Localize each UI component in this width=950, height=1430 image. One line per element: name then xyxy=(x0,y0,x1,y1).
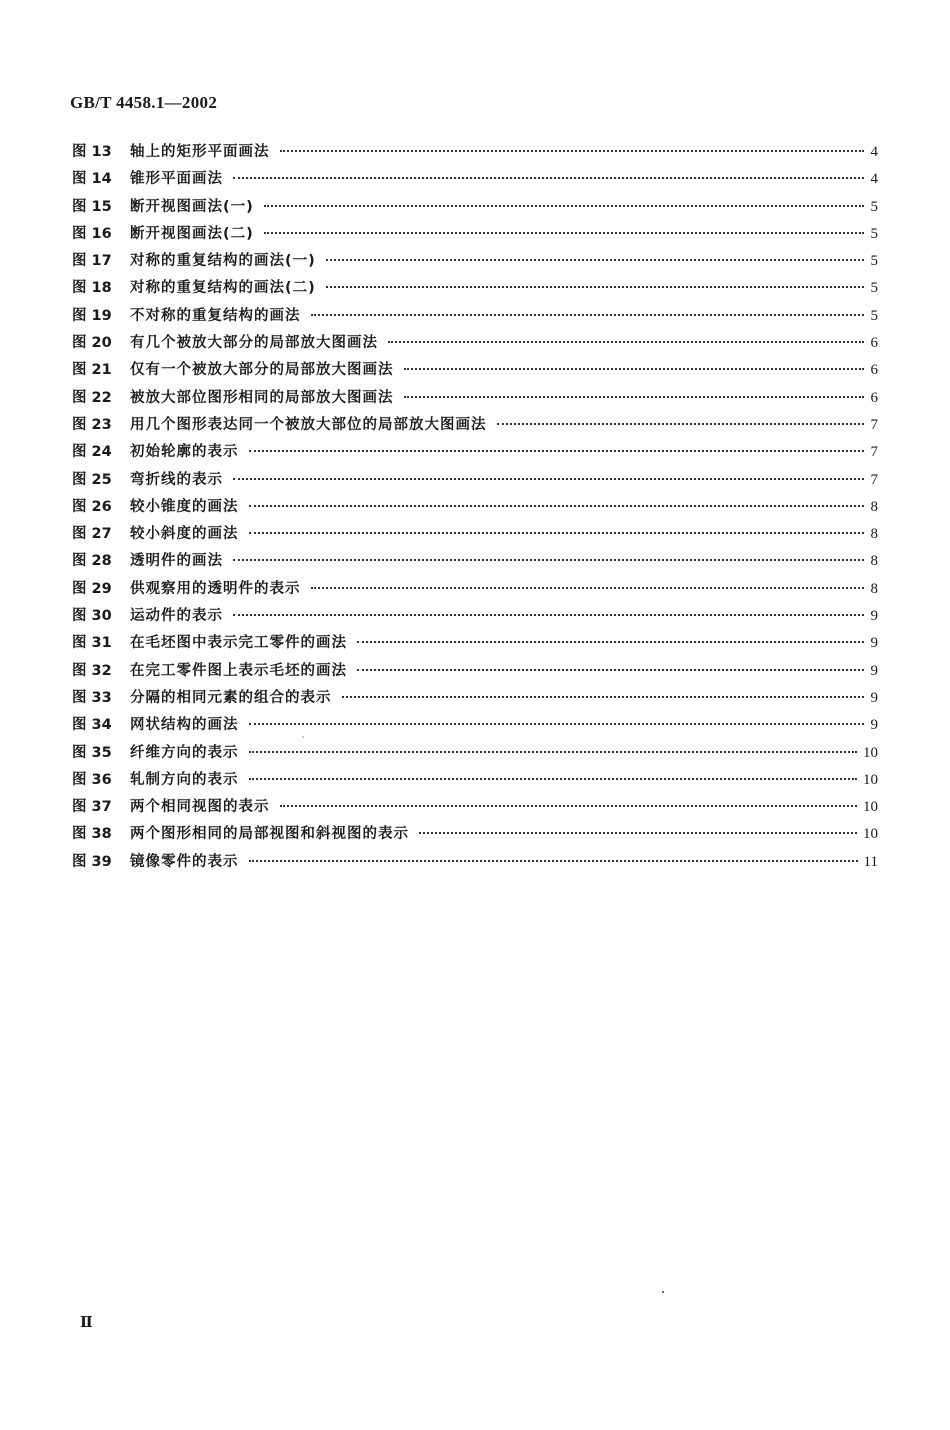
toc-figure-title: 镜像零件的表示 xyxy=(130,853,239,870)
toc-figure-number: 图 32 xyxy=(72,662,112,679)
toc-entry[interactable] xyxy=(72,167,878,194)
toc-entry[interactable] xyxy=(72,522,878,549)
toc-page-number: 6 xyxy=(870,362,878,379)
toc-page-number: 5 xyxy=(870,225,878,242)
table-of-figures xyxy=(72,140,878,877)
toc-figure-title: 断开视图画法(二) xyxy=(130,225,254,242)
toc-figure-number: 图 33 xyxy=(72,689,112,706)
toc-figure-number: 图 28 xyxy=(72,553,112,570)
toc-entry[interactable] xyxy=(72,413,878,440)
toc-dot-leader xyxy=(264,205,864,207)
toc-entry[interactable] xyxy=(72,222,878,249)
toc-figure-title: 对称的重复结构的画法(一) xyxy=(130,253,316,270)
toc-figure-number: 图 24 xyxy=(72,444,112,461)
toc-figure-number: 图 39 xyxy=(72,853,112,870)
toc-dot-leader xyxy=(357,669,864,671)
toc-figure-title: 较小斜度的画法 xyxy=(130,526,239,543)
toc-page-number: 9 xyxy=(870,662,878,679)
toc-page-number: 6 xyxy=(870,335,878,352)
toc-entry[interactable] xyxy=(72,631,878,658)
toc-dot-leader xyxy=(249,505,865,507)
toc-page-number: 8 xyxy=(870,580,878,597)
toc-dot-leader xyxy=(233,614,864,616)
toc-figure-title: 断开视图画法(一) xyxy=(130,198,254,215)
toc-page-number: 10 xyxy=(863,744,878,761)
toc-figure-title: 被放大部位图形相同的局部放大图画法 xyxy=(130,389,394,406)
toc-page-number: 7 xyxy=(870,416,878,433)
toc-figure-number: 图 22 xyxy=(72,389,112,406)
toc-figure-title: 弯折线的表示 xyxy=(130,471,223,488)
toc-page-number: 8 xyxy=(870,526,878,543)
toc-dot-leader xyxy=(404,368,865,370)
toc-figure-title: 轴上的矩形平面画法 xyxy=(130,144,270,160)
toc-page-number: 4 xyxy=(870,144,878,160)
toc-entry[interactable] xyxy=(72,604,878,631)
toc-page-number: 7 xyxy=(870,471,878,488)
toc-entry[interactable] xyxy=(72,850,878,877)
toc-page-number: 10 xyxy=(863,799,878,816)
toc-dot-leader xyxy=(249,532,865,534)
toc-entry[interactable] xyxy=(72,440,878,467)
toc-entry[interactable] xyxy=(72,686,878,713)
toc-figure-title: 初始轮廓的表示 xyxy=(130,444,239,461)
toc-page-number: 9 xyxy=(870,717,878,734)
toc-page-number: 11 xyxy=(863,853,878,870)
toc-figure-number: 图 19 xyxy=(72,307,112,324)
toc-entry[interactable] xyxy=(72,495,878,522)
toc-figure-title: 锥形平面画法 xyxy=(130,171,223,188)
toc-entry[interactable] xyxy=(72,741,878,768)
toc-dot-leader xyxy=(419,832,857,834)
toc-page-number: 7 xyxy=(870,444,878,461)
toc-dot-leader xyxy=(249,450,865,452)
toc-entry[interactable] xyxy=(72,140,878,167)
toc-figure-number: 图 31 xyxy=(72,635,112,652)
toc-figure-title: 较小锥度的画法 xyxy=(130,498,239,515)
toc-dot-leader xyxy=(249,860,858,862)
toc-figure-number: 图 15 xyxy=(72,198,112,215)
toc-figure-number: 图 27 xyxy=(72,526,112,543)
toc-figure-title: 分隔的相同元素的组合的表示 xyxy=(130,689,332,706)
toc-dot-leader xyxy=(497,423,865,425)
toc-figure-title: 在完工零件图上表示毛坯的画法 xyxy=(130,662,347,679)
toc-figure-number: 图 18 xyxy=(72,280,112,297)
toc-dot-leader xyxy=(280,150,865,152)
page-number: Ⅱ xyxy=(80,1315,93,1331)
toc-dot-leader xyxy=(249,751,858,753)
document-code: GB/T 4458.1—2002 xyxy=(70,93,218,112)
toc-entry[interactable] xyxy=(72,713,878,740)
toc-dot-leader xyxy=(326,259,864,261)
toc-figure-title: 仅有一个被放大部分的局部放大图画法 xyxy=(130,362,394,379)
toc-figure-number: 图 17 xyxy=(72,253,112,270)
toc-page-number: 10 xyxy=(863,771,878,788)
toc-page-number: 5 xyxy=(870,198,878,215)
toc-dot-leader xyxy=(311,587,865,589)
toc-figure-number: 图 36 xyxy=(72,771,112,788)
toc-figure-title: 纤维方向的表示 xyxy=(130,744,239,761)
toc-figure-title: 有几个被放大部分的局部放大图画法 xyxy=(130,335,378,352)
toc-dot-leader xyxy=(357,641,864,643)
toc-figure-number: 图 25 xyxy=(72,471,112,488)
toc-page-number: 8 xyxy=(870,498,878,515)
toc-figure-number: 图 30 xyxy=(72,608,112,625)
toc-figure-title: 在毛坯图中表示完工零件的画法 xyxy=(130,635,347,652)
scan-speck xyxy=(662,1291,664,1293)
toc-entry[interactable] xyxy=(72,822,878,849)
toc-figure-number: 图 20 xyxy=(72,335,112,352)
toc-page-number: 6 xyxy=(870,389,878,406)
toc-figure-number: 图 37 xyxy=(72,799,112,816)
toc-entry[interactable] xyxy=(72,304,878,331)
toc-dot-leader xyxy=(342,696,865,698)
toc-figure-title: 透明件的画法 xyxy=(130,553,223,570)
toc-dot-leader xyxy=(280,805,858,807)
toc-figure-number: 图 35 xyxy=(72,744,112,761)
toc-entry[interactable] xyxy=(72,249,878,276)
toc-page-number: 9 xyxy=(870,635,878,652)
toc-dot-leader xyxy=(326,286,864,288)
toc-page-number: 10 xyxy=(863,826,878,843)
toc-entry[interactable] xyxy=(72,358,878,385)
toc-page-number: 8 xyxy=(870,553,878,570)
toc-figure-number: 图 34 xyxy=(72,717,112,734)
toc-figure-number: 图 14 xyxy=(72,171,112,188)
toc-figure-title: 不对称的重复结构的画法 xyxy=(130,307,301,324)
toc-figure-number: 图 13 xyxy=(72,144,112,160)
toc-entry[interactable] xyxy=(72,386,878,413)
toc-page-number: 5 xyxy=(870,307,878,324)
toc-page-number: 9 xyxy=(870,608,878,625)
toc-figure-number: 图 16 xyxy=(72,225,112,242)
toc-dot-leader xyxy=(249,723,865,725)
toc-figure-title: 轧制方向的表示 xyxy=(130,771,239,788)
toc-dot-leader xyxy=(233,478,864,480)
toc-page-number: 5 xyxy=(870,253,878,270)
toc-dot-leader xyxy=(233,177,864,179)
toc-dot-leader xyxy=(233,559,864,561)
toc-entry[interactable] xyxy=(72,659,878,686)
toc-figure-number: 图 29 xyxy=(72,580,112,597)
toc-page-number: 9 xyxy=(870,689,878,706)
toc-dot-leader xyxy=(311,314,865,316)
toc-figure-title: 运动件的表示 xyxy=(130,608,223,625)
toc-figure-title: 两个相同视图的表示 xyxy=(130,799,270,816)
toc-dot-leader xyxy=(249,778,858,780)
toc-figure-title: 网状结构的画法 xyxy=(130,717,239,734)
toc-figure-title: 用几个图形表达同一个被放大部位的局部放大图画法 xyxy=(130,416,487,433)
toc-figure-title: 供观察用的透明件的表示 xyxy=(130,580,301,597)
toc-entry[interactable] xyxy=(72,331,878,358)
toc-page-number: 4 xyxy=(870,171,878,188)
toc-figure-number: 图 26 xyxy=(72,498,112,515)
toc-dot-leader xyxy=(388,341,864,343)
toc-figure-number: 图 23 xyxy=(72,416,112,433)
toc-entry[interactable] xyxy=(72,768,878,795)
toc-entry[interactable] xyxy=(72,577,878,604)
toc-figure-number: 图 38 xyxy=(72,826,112,843)
toc-figure-number: 图 21 xyxy=(72,362,112,379)
toc-entry[interactable] xyxy=(72,795,878,822)
toc-entry[interactable] xyxy=(72,195,878,222)
toc-figure-title: 两个图形相同的局部视图和斜视图的表示 xyxy=(130,826,409,843)
toc-dot-leader xyxy=(264,232,864,234)
scan-speck xyxy=(302,736,304,738)
toc-entry[interactable] xyxy=(72,468,878,495)
toc-dot-leader xyxy=(404,396,865,398)
toc-entry[interactable] xyxy=(72,276,878,303)
toc-page-number: 5 xyxy=(870,280,878,297)
toc-entry[interactable] xyxy=(72,549,878,576)
toc-figure-title: 对称的重复结构的画法(二) xyxy=(130,280,316,297)
